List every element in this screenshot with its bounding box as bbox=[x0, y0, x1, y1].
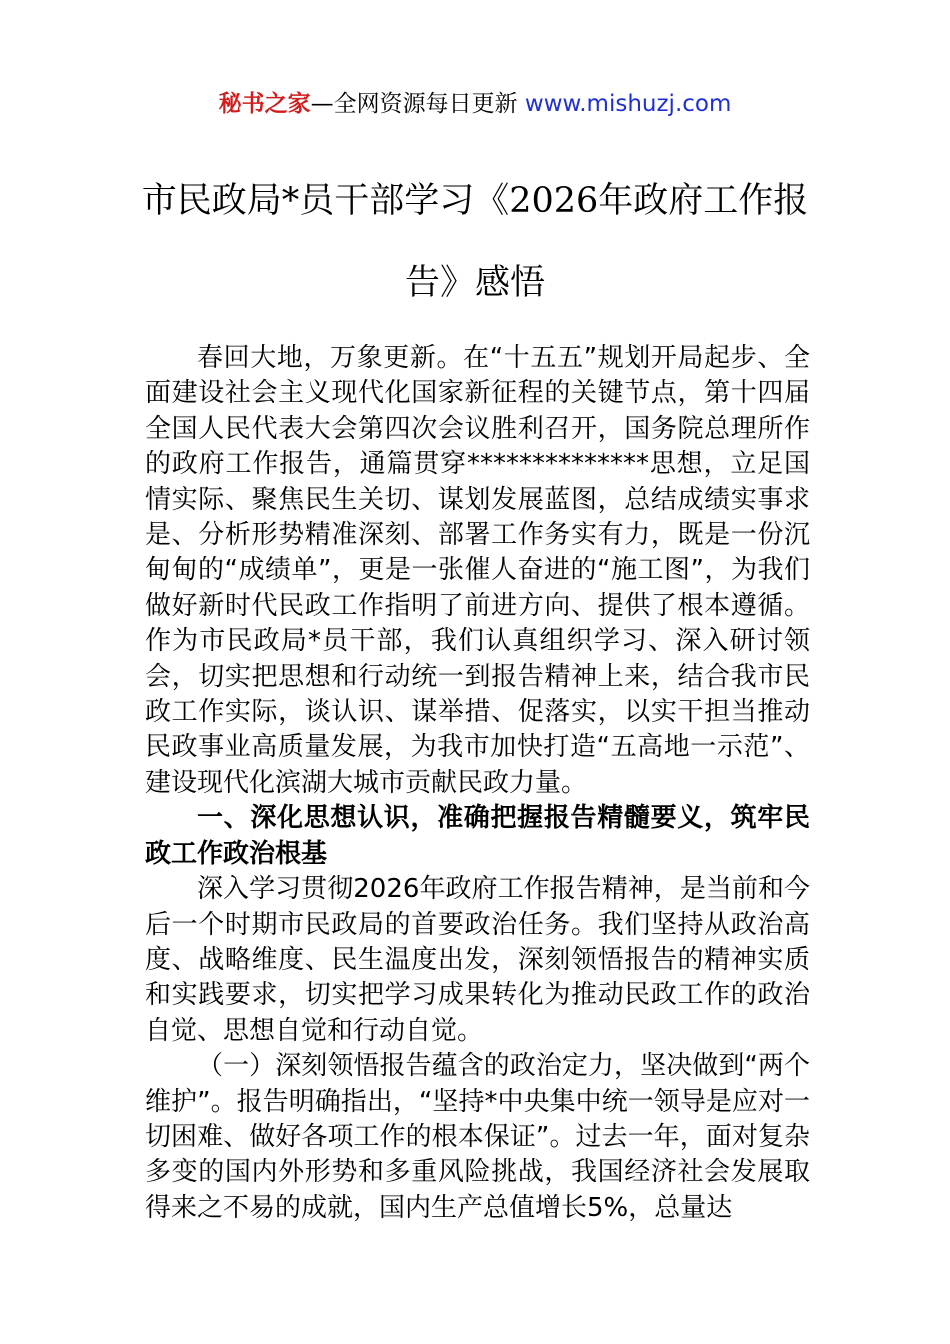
site-tagline: —全网资源每日更新 bbox=[310, 91, 525, 117]
paragraph-section-1: 深入学习贯彻2026年政府工作报告精神，是当前和今后一个时期市民政局的首要政治任务。我们坚持从政治高度、战略维度、民生温度出发，深刻领悟报告的精神实质和实践要求，切实把学习成果转化为推动民政工作的政治自觉、思想自觉和行动自觉。 bbox=[145, 874, 810, 1046]
site-url-link[interactable]: www.mishuzj.com bbox=[524, 91, 732, 117]
document-body bbox=[145, 341, 810, 1226]
document-title: 市民政局*员干部学习《2026年政府工作报告》感悟 bbox=[141, 181, 809, 303]
site-brand: 秘书之家 bbox=[218, 91, 311, 117]
site-banner bbox=[0, 88, 950, 120]
paragraph-subsection-1: （一）深刻领悟报告蕴含的政治定力，坚决做到“两个维护”。报告明确指出，“坚持*中央集中统一领导是应对一切困难、做好各项工作的根本保证”。过去一年，面对复杂多变的国内外形势和多重风险挑战，我国经济社会发展取得来之不易的成就，国内生产总值增长5%，总量达 bbox=[145, 1051, 810, 1223]
section-heading-1: 一、深化思想认识，准确把握报告精髓要义，筑牢民政工作政治根基 bbox=[145, 803, 810, 869]
paragraph-intro: 春回大地，万象更新。在“十五五”规划开局起步、全面建设社会主义现代化国家新征程的关键节点，第十四届全国人民代表大会第四次会议胜利召开，国务院总理所作的政府工作报告，通篇贯穿**************思想，立足国情实际、聚焦民生关切、谋划发展蓝图，总结成绩实事求是、分析形势精准深刻、部署工作务实有力，既是一份沉甸甸的“成绩单”，更是一张催人奋进的“施工图”，为我们做好新时代民政工作指明了前进方向、提供了根本遵循。作为市民政局*员干部，我们认真组织学习、深入研讨领会，切实把思想和行动统一到报告精神上来，结合我市民政工作实际，谈认识、谋举措、促落实，以实干担当推动民政事业高质量发展，为我市加快打造“五高地一示范”、建设现代化滨湖大城市贡献民政力量。 bbox=[145, 343, 810, 798]
